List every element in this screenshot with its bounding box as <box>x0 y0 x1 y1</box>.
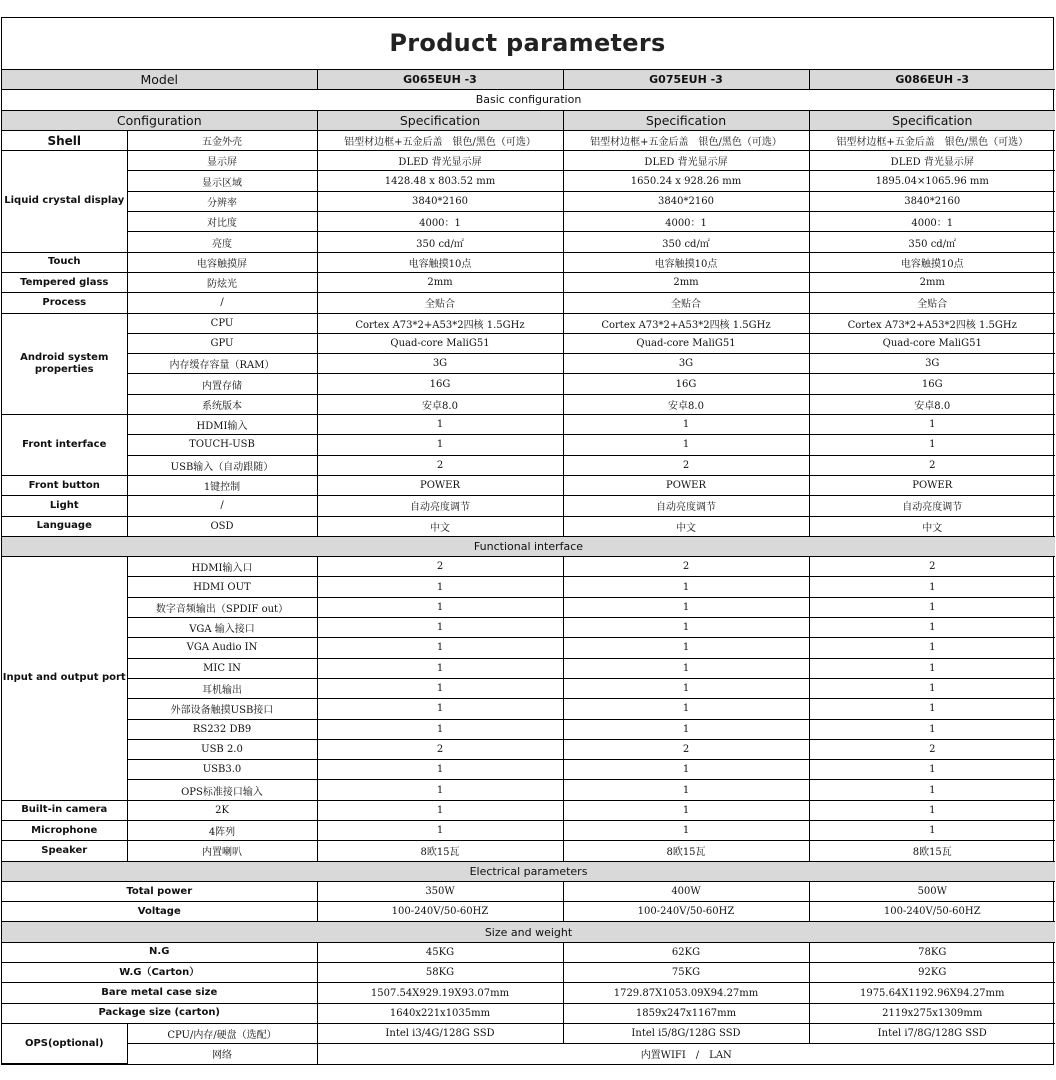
spec-value-cell: 1 <box>809 780 1055 800</box>
spec-value-cell: 1 <box>563 658 809 678</box>
spec-value-cell: DLED 背光显示屏 <box>809 151 1055 171</box>
spec-value-cell: 1 <box>809 618 1055 638</box>
spec-value-cell: 1 <box>809 699 1055 719</box>
spec-row <box>2 171 1055 191</box>
spec-row <box>2 881 1055 901</box>
spec-value-cell: 350 cd/㎡ <box>809 232 1055 252</box>
spec-row <box>2 293 1055 313</box>
item-label: / <box>127 496 317 516</box>
spec-row <box>2 699 1055 719</box>
spec-value-cell: 1 <box>317 760 563 780</box>
spec-value-cell: POWER <box>809 475 1055 495</box>
spec-value-cell: 全贴合 <box>317 293 563 313</box>
spec-value-cell: 58KG <box>317 963 563 983</box>
spec-value-cell: 1 <box>563 618 809 638</box>
spec-value-cell: 1 <box>563 800 809 820</box>
item-label: 网络 <box>127 1044 317 1064</box>
spec-value-cell: 电容触摸10点 <box>809 252 1055 272</box>
parameter-label: N.G <box>2 942 317 962</box>
item-label: VGA Audio IN <box>127 638 317 658</box>
spec-value-cell: 2119x275x1309mm <box>809 1003 1055 1023</box>
spec-value-cell: 16G <box>809 374 1055 394</box>
item-label: CPU <box>127 313 317 333</box>
spec-value-cell: 1 <box>563 597 809 617</box>
spec-value-cell: 1 <box>563 760 809 780</box>
spec-value-cell: 1428.48 x 803.52 mm <box>317 171 563 191</box>
spec-row <box>2 618 1055 638</box>
model-name: G065EUH -3 <box>317 70 563 90</box>
spec-row <box>2 374 1055 394</box>
item-label: 系统版本 <box>127 394 317 414</box>
spec-value-cell: 1 <box>317 618 563 638</box>
item-label: 显示区域 <box>127 171 317 191</box>
spec-value-cell: 16G <box>317 374 563 394</box>
spec-value-cell: 2 <box>563 455 809 475</box>
parameter-label: Total power <box>2 881 317 901</box>
spec-row <box>2 800 1055 820</box>
spec-value-cell: DLED 背光显示屏 <box>317 151 563 171</box>
spec-value-cell: 62KG <box>563 942 809 962</box>
spec-row <box>2 415 1055 435</box>
item-label: CPU/内存/硬盘（选配） <box>127 1023 317 1043</box>
parameter-label: Package size (carton) <box>2 1003 317 1023</box>
spec-value-cell: 自动亮度调节 <box>809 496 1055 516</box>
category-label: Touch <box>2 252 127 272</box>
spec-value-cell: 安卓8.0 <box>317 394 563 414</box>
spec-row <box>2 212 1055 232</box>
spec-sheet <box>1 17 1054 1065</box>
item-label: OPS标准接口输入 <box>127 780 317 800</box>
item-label: OSD <box>127 516 317 536</box>
spec-value-cell: 1 <box>317 800 563 820</box>
spec-value-cell: 3840*2160 <box>317 191 563 211</box>
category-label: Front button <box>2 475 127 495</box>
category-label: Microphone <box>2 820 127 840</box>
spec-value-cell: 自动亮度调节 <box>563 496 809 516</box>
spec-row <box>2 496 1055 516</box>
category-label: Front interface <box>2 415 127 476</box>
spec-value-cell: 铝型材边框+五金后盖 银色/黑色（可选） <box>563 130 809 150</box>
item-label: 亮度 <box>127 232 317 252</box>
spec-value-cell: 1507.54X929.19X93.07mm <box>317 983 563 1003</box>
spec-value-cell: 1729.87X1053.09X94.27mm <box>563 983 809 1003</box>
spec-row <box>2 638 1055 658</box>
spec-value-cell: 1 <box>809 760 1055 780</box>
parameter-label: Bare metal case size <box>2 983 317 1003</box>
spec-value-cell: 1 <box>809 415 1055 435</box>
spec-row <box>2 354 1055 374</box>
item-label: HDMI OUT <box>127 577 317 597</box>
spec-value-cell: 电容触摸10点 <box>563 252 809 272</box>
spec-value-cell: 1 <box>317 658 563 678</box>
spec-row <box>2 191 1055 211</box>
item-label: 分辨率 <box>127 191 317 211</box>
spec-value-cell: 1 <box>809 597 1055 617</box>
spec-value-cell: 中文 <box>317 516 563 536</box>
spec-row <box>2 1023 1055 1043</box>
item-label: TOUCH-USB <box>127 435 317 455</box>
item-label: USB 2.0 <box>127 739 317 759</box>
spec-value-cell: 铝型材边框+五金后盖 银色/黑色（可选） <box>317 130 563 150</box>
item-label: 外部设备触摸USB接口 <box>127 699 317 719</box>
item-label: 内存缓存容量（RAM） <box>127 354 317 374</box>
category-label: Input and output port <box>2 557 127 801</box>
item-label: 耳机输出 <box>127 678 317 698</box>
spec-row <box>2 1003 1055 1023</box>
spec-value-cell: 350 cd/㎡ <box>563 232 809 252</box>
spec-value-cell: 中文 <box>809 516 1055 536</box>
specification-label: Specification <box>563 110 809 130</box>
spec-value-cell: 3G <box>317 354 563 374</box>
section-row <box>2 90 1055 110</box>
spec-value-cell: 1 <box>809 435 1055 455</box>
spec-value-cell: 100-240V/50-60HZ <box>317 902 563 922</box>
spec-value-cell: 内置WIFI / LAN <box>317 1044 1055 1064</box>
item-label: USB输入（自动跟随） <box>127 455 317 475</box>
category-label: Tempered glass <box>2 272 127 292</box>
spec-value-cell: 全贴合 <box>809 293 1055 313</box>
spec-row <box>2 678 1055 698</box>
category-label: Process <box>2 293 127 313</box>
spec-value-cell: 75KG <box>563 963 809 983</box>
spec-value-cell: 4000：1 <box>809 212 1055 232</box>
spec-value-cell: 2mm <box>563 272 809 292</box>
spec-value-cell: 2mm <box>317 272 563 292</box>
category-label: Language <box>2 516 127 536</box>
spec-row <box>2 902 1055 922</box>
spec-value-cell: 1 <box>563 435 809 455</box>
spec-value-cell: 2 <box>809 455 1055 475</box>
spec-value-cell: 1 <box>563 820 809 840</box>
spec-value-cell: 电容触摸10点 <box>317 252 563 272</box>
configuration-label: Configuration <box>2 110 317 130</box>
spec-value-cell: 100-240V/50-60HZ <box>563 902 809 922</box>
model-name: G086EUH -3 <box>809 70 1055 90</box>
spec-value-cell: 3840*2160 <box>563 191 809 211</box>
spec-value-cell: Quad-core MaliG51 <box>809 333 1055 353</box>
item-label: 2K <box>127 800 317 820</box>
item-label: HDMI输入 <box>127 415 317 435</box>
section-row <box>2 861 1055 881</box>
spec-value-cell: Intel i7/8G/128G SSD <box>809 1023 1055 1043</box>
spec-row <box>2 942 1055 962</box>
spec-value-cell: 500W <box>809 881 1055 901</box>
spec-value-cell: 45KG <box>317 942 563 962</box>
item-label: 4阵列 <box>127 820 317 840</box>
spec-value-cell: 1640x221x1035mm <box>317 1003 563 1023</box>
spec-value-cell: 1 <box>317 719 563 739</box>
spec-row <box>2 658 1055 678</box>
spec-value-cell: POWER <box>317 475 563 495</box>
spec-row <box>2 760 1055 780</box>
category-label: Speaker <box>2 841 127 861</box>
spec-value-cell: 350 cd/㎡ <box>317 232 563 252</box>
spec-value-cell: 1 <box>563 678 809 698</box>
item-label: 内置喇叭 <box>127 841 317 861</box>
spec-value-cell: 2mm <box>809 272 1055 292</box>
spec-value-cell: 78KG <box>809 942 1055 962</box>
category-label: Liquid crystal display <box>2 151 127 252</box>
item-label: 五金外壳 <box>127 130 317 150</box>
model-label: Model <box>2 70 317 90</box>
item-label: RS232 DB9 <box>127 719 317 739</box>
spec-row <box>2 313 1055 333</box>
spec-row <box>2 475 1055 495</box>
spec-value-cell: 2 <box>809 739 1055 759</box>
specification-label: Specification <box>809 110 1055 130</box>
section-row <box>2 536 1055 556</box>
spec-value-cell: 2 <box>317 557 563 577</box>
item-label: 对比度 <box>127 212 317 232</box>
spec-value-cell: 1 <box>809 577 1055 597</box>
section-title: Functional interface <box>2 536 1055 556</box>
section-title: Basic configuration <box>2 90 1055 110</box>
spec-value-cell: 全贴合 <box>563 293 809 313</box>
spec-value-cell: 100-240V/50-60HZ <box>809 902 1055 922</box>
category-label: Shell <box>2 130 127 150</box>
spec-row <box>2 455 1055 475</box>
spec-value-cell: 4000：1 <box>317 212 563 232</box>
spec-row <box>2 1044 1055 1064</box>
spec-value-cell: 1 <box>317 678 563 698</box>
spec-row <box>2 820 1055 840</box>
spec-value-cell: Intel i5/8G/128G SSD <box>563 1023 809 1043</box>
spec-value-cell: POWER <box>563 475 809 495</box>
spec-value-cell: 2 <box>317 739 563 759</box>
spec-value-cell: 3G <box>563 354 809 374</box>
spec-value-cell: 8欧15瓦 <box>809 841 1055 861</box>
spec-row <box>2 557 1055 577</box>
spec-value-cell: 1 <box>809 638 1055 658</box>
section-title: Size and weight <box>2 922 1055 942</box>
category-label: Android system properties <box>2 313 127 414</box>
spec-row <box>2 597 1055 617</box>
item-label: 电容触摸屏 <box>127 252 317 272</box>
spec-value-cell: 8欧15瓦 <box>317 841 563 861</box>
parameter-label: Voltage <box>2 902 317 922</box>
spec-value-cell: 1 <box>317 820 563 840</box>
spec-row <box>2 719 1055 739</box>
section-title: Electrical parameters <box>2 861 1055 881</box>
spec-value-cell: 1 <box>809 719 1055 739</box>
spec-row <box>2 841 1055 861</box>
category-label: Light <box>2 496 127 516</box>
parameter-label: W.G（Carton） <box>2 963 317 983</box>
spec-value-cell: 1 <box>317 597 563 617</box>
spec-value-cell: 1 <box>317 577 563 597</box>
spec-value-cell: Quad-core MaliG51 <box>317 333 563 353</box>
spec-value-cell: 1 <box>317 435 563 455</box>
spec-value-cell: 中文 <box>563 516 809 536</box>
spec-value-cell: 8欧15瓦 <box>563 841 809 861</box>
spec-value-cell: 2 <box>563 739 809 759</box>
spec-value-cell: 3840*2160 <box>809 191 1055 211</box>
spec-value-cell: 1 <box>317 780 563 800</box>
spec-value-cell: 2 <box>563 557 809 577</box>
spec-value-cell: 350W <box>317 881 563 901</box>
item-label: 显示屏 <box>127 151 317 171</box>
spec-value-cell: DLED 背光显示屏 <box>563 151 809 171</box>
spec-row <box>2 983 1055 1003</box>
item-label: 防炫光 <box>127 272 317 292</box>
spec-value-cell: Quad-core MaliG51 <box>563 333 809 353</box>
config-header-row <box>2 110 1055 130</box>
spec-row <box>2 577 1055 597</box>
item-label: HDMI输入口 <box>127 557 317 577</box>
spec-row <box>2 516 1055 536</box>
spec-row <box>2 780 1055 800</box>
spec-value-cell: Cortex A73*2+A53*2四核 1.5GHz <box>809 313 1055 333</box>
spec-row <box>2 394 1055 414</box>
spec-row <box>2 151 1055 171</box>
spec-value-cell: 1 <box>563 638 809 658</box>
page-title: Product parameters <box>2 18 1053 70</box>
spec-value-cell: Cortex A73*2+A53*2四核 1.5GHz <box>563 313 809 333</box>
spec-value-cell: 1 <box>563 699 809 719</box>
spec-value-cell: 安卓8.0 <box>809 394 1055 414</box>
item-label: 内置存储 <box>127 374 317 394</box>
item-label: 1键控制 <box>127 475 317 495</box>
specification-label: Specification <box>317 110 563 130</box>
spec-value-cell: Cortex A73*2+A53*2四核 1.5GHz <box>317 313 563 333</box>
model-name: G075EUH -3 <box>563 70 809 90</box>
item-label: / <box>127 293 317 313</box>
item-label: 数字音频输出（SPDIF out） <box>127 597 317 617</box>
spec-value-cell: 1650.24 x 928.26 mm <box>563 171 809 191</box>
spec-value-cell: 1 <box>317 638 563 658</box>
spec-value-cell: 1 <box>563 719 809 739</box>
spec-value-cell: 1 <box>563 780 809 800</box>
spec-table <box>2 70 1055 1064</box>
model-header-row <box>2 70 1055 90</box>
spec-value-cell: 铝型材边框+五金后盖 银色/黑色（可选） <box>809 130 1055 150</box>
spec-value-cell: 1 <box>563 577 809 597</box>
spec-value-cell: 1 <box>317 415 563 435</box>
spec-value-cell: 2 <box>317 455 563 475</box>
spec-value-cell: 1 <box>809 678 1055 698</box>
spec-value-cell: 4000：1 <box>563 212 809 232</box>
category-label: OPS(optional) <box>2 1023 127 1063</box>
spec-value-cell: 自动亮度调节 <box>317 496 563 516</box>
spec-row <box>2 739 1055 759</box>
spec-value-cell: 1 <box>809 658 1055 678</box>
spec-value-cell: 400W <box>563 881 809 901</box>
spec-value-cell: 1 <box>809 820 1055 840</box>
item-label: MIC IN <box>127 658 317 678</box>
spec-row <box>2 435 1055 455</box>
section-row <box>2 922 1055 942</box>
spec-row <box>2 252 1055 272</box>
spec-row <box>2 272 1055 292</box>
spec-value-cell: 1975.64X1192.96X94.27mm <box>809 983 1055 1003</box>
spec-row <box>2 232 1055 252</box>
spec-value-cell: 92KG <box>809 963 1055 983</box>
item-label: VGA 输入接口 <box>127 618 317 638</box>
spec-value-cell: 3G <box>809 354 1055 374</box>
spec-row <box>2 333 1055 353</box>
spec-value-cell: 1895.04×1065.96 mm <box>809 171 1055 191</box>
spec-value-cell: 1859x247x1167mm <box>563 1003 809 1023</box>
item-label: GPU <box>127 333 317 353</box>
spec-row <box>2 963 1055 983</box>
spec-value-cell: 安卓8.0 <box>563 394 809 414</box>
item-label: USB3.0 <box>127 760 317 780</box>
spec-value-cell: 16G <box>563 374 809 394</box>
spec-row <box>2 130 1055 150</box>
spec-value-cell: 1 <box>809 800 1055 820</box>
spec-value-cell: 1 <box>563 415 809 435</box>
spec-value-cell: 1 <box>317 699 563 719</box>
spec-value-cell: 2 <box>809 557 1055 577</box>
category-label: Built-in camera <box>2 800 127 820</box>
spec-value-cell: Intel i3/4G/128G SSD <box>317 1023 563 1043</box>
